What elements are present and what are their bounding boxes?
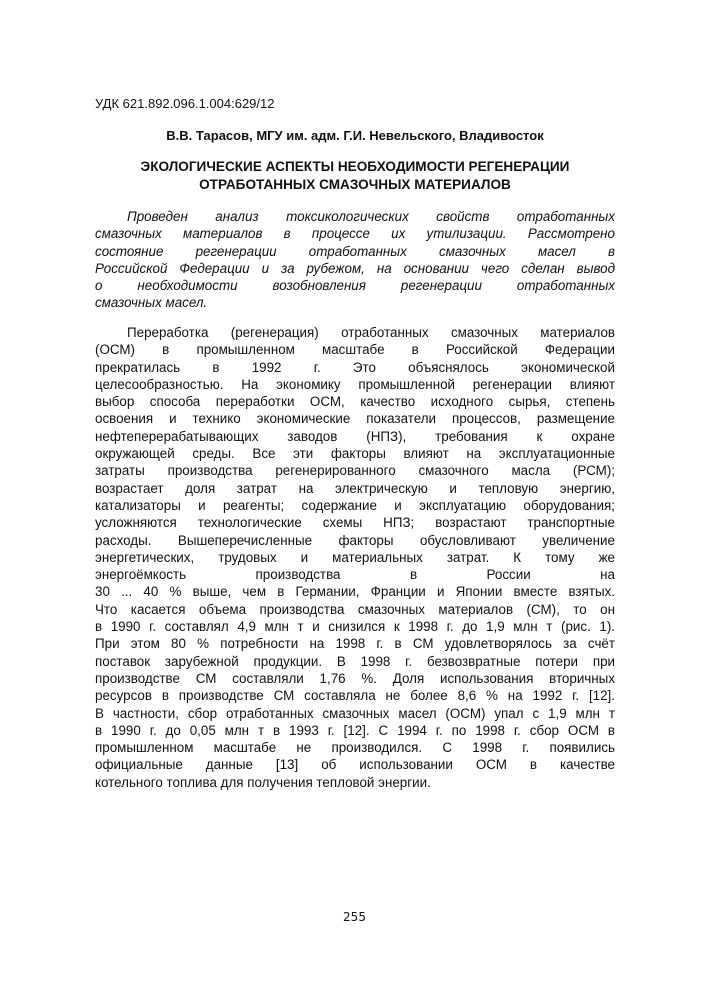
body-paragraph xyxy=(95,324,615,791)
body-line: окружающей среды. Все эти факторы влияют на эксплуатационные xyxy=(95,446,615,462)
body-line: в 1990 г. составлял 4,9 млн т и снизился к 1998 г. до 1,9 млн т (рис. 1). xyxy=(95,619,615,635)
body-line: ресурсов в производстве СМ составляла не более 8,6 % на 1992 г. [12]. xyxy=(95,688,615,704)
body-line: энергетических, трудовых и материальных затрат. К тому же xyxy=(95,549,615,565)
body-line: расходы. Вышеперечисленные факторы обусловливают увеличение xyxy=(95,532,615,548)
body-line: поставок зарубежной продукции. В 1998 г. безвозвратные потери при xyxy=(95,653,615,669)
udc-code: УДК 621.892.096.1.004:629/12 xyxy=(95,96,275,111)
title-line-2: ОТРАБОТАННЫХ СМАЗОЧНЫХ МАТЕРИАЛОВ xyxy=(199,177,511,192)
abstract xyxy=(95,208,615,312)
body-line: производстве СМ составляли 1,76 %. Доля использования вторичных xyxy=(95,670,615,686)
abstract-line: состояние регенерации отработанных смазочных масел в xyxy=(95,243,615,259)
body-line: энергоёмкость производства в России на xyxy=(95,567,615,583)
body-line: нефтеперерабатывающих заводов (НПЗ), требования к охране xyxy=(95,428,615,444)
body-line: 30 ... 40 % выше, чем в Германии, Франции и Японии вместе взятых. xyxy=(95,584,615,600)
body-line: освоения и технико экономические показатели процессов, размещение xyxy=(95,411,615,427)
body-line: (ОСМ) в промышленном масштабе в Российской Федерации xyxy=(95,342,615,358)
body-line: Переработка (регенерация) отработанных смазочных материалов xyxy=(127,325,615,340)
author-line: В.В. Тарасов, МГУ им. адм. Г.И. Невельского, Владивосток xyxy=(166,128,544,143)
body-line: возрастает доля затрат на электрическую и тепловую энергию, xyxy=(95,480,615,496)
body-line: затраты производства регенерированного смазочного масла (РСМ); xyxy=(95,463,615,479)
body-line: Что касается объема производства смазочных материалов (СМ), то он xyxy=(95,601,615,617)
body-line: В частности, сбор отработанных смазочных масел (ОСМ) упал с 1,9 млн т xyxy=(95,705,615,721)
body-line: усложняются технологические схемы НПЗ; возрастают транспортные xyxy=(95,515,615,531)
body-line: промышленном масштабе не производился. С 1998 г. появились xyxy=(95,740,615,756)
body-line: При этом 80 % потребности на 1998 г. в СМ удовлетворялось за счёт xyxy=(95,636,615,652)
abstract-line: смазочных материалов в процессе их утилизации. Рассмотрено xyxy=(95,226,615,242)
body-line: в 1990 г. до 0,05 млн т в 1993 г. [12]. С 1994 г. по 1998 г. сбор ОСМ в xyxy=(95,722,615,738)
abstract-line: о необходимости возобновления регенерации отработанных xyxy=(95,278,615,294)
body-line: выбор способа переработки ОСМ, качество исходного сырья, степень xyxy=(95,394,615,410)
body-line: целесообразностью. На экономику промышленной регенерации влияют xyxy=(95,376,615,392)
title-line-1: ЭКОЛОГИЧЕСКИЕ АСПЕКТЫ НЕОБХОДИМОСТИ РЕГЕНЕРАЦИИ xyxy=(140,159,570,174)
body-line: котельного топлива для получения тепловой энергии. xyxy=(95,774,431,790)
page-number: 255 xyxy=(343,910,366,924)
abstract-line: смазочных масел. xyxy=(95,295,208,311)
body-line: прекратилась в 1992 г. Это объяснялось экономической xyxy=(95,359,615,375)
body-line: официальные данные [13] об использовании ОСМ в качестве xyxy=(95,757,615,773)
article-title xyxy=(95,158,615,194)
body-line: катализаторы и реагенты; содержание и эксплуатацию оборудования; xyxy=(95,497,615,513)
abstract-line: Проведен анализ токсикологических свойств отработанных xyxy=(127,209,615,224)
abstract-line: Российской Федерации и за рубежом, на основании чего сделан вывод xyxy=(95,260,615,276)
